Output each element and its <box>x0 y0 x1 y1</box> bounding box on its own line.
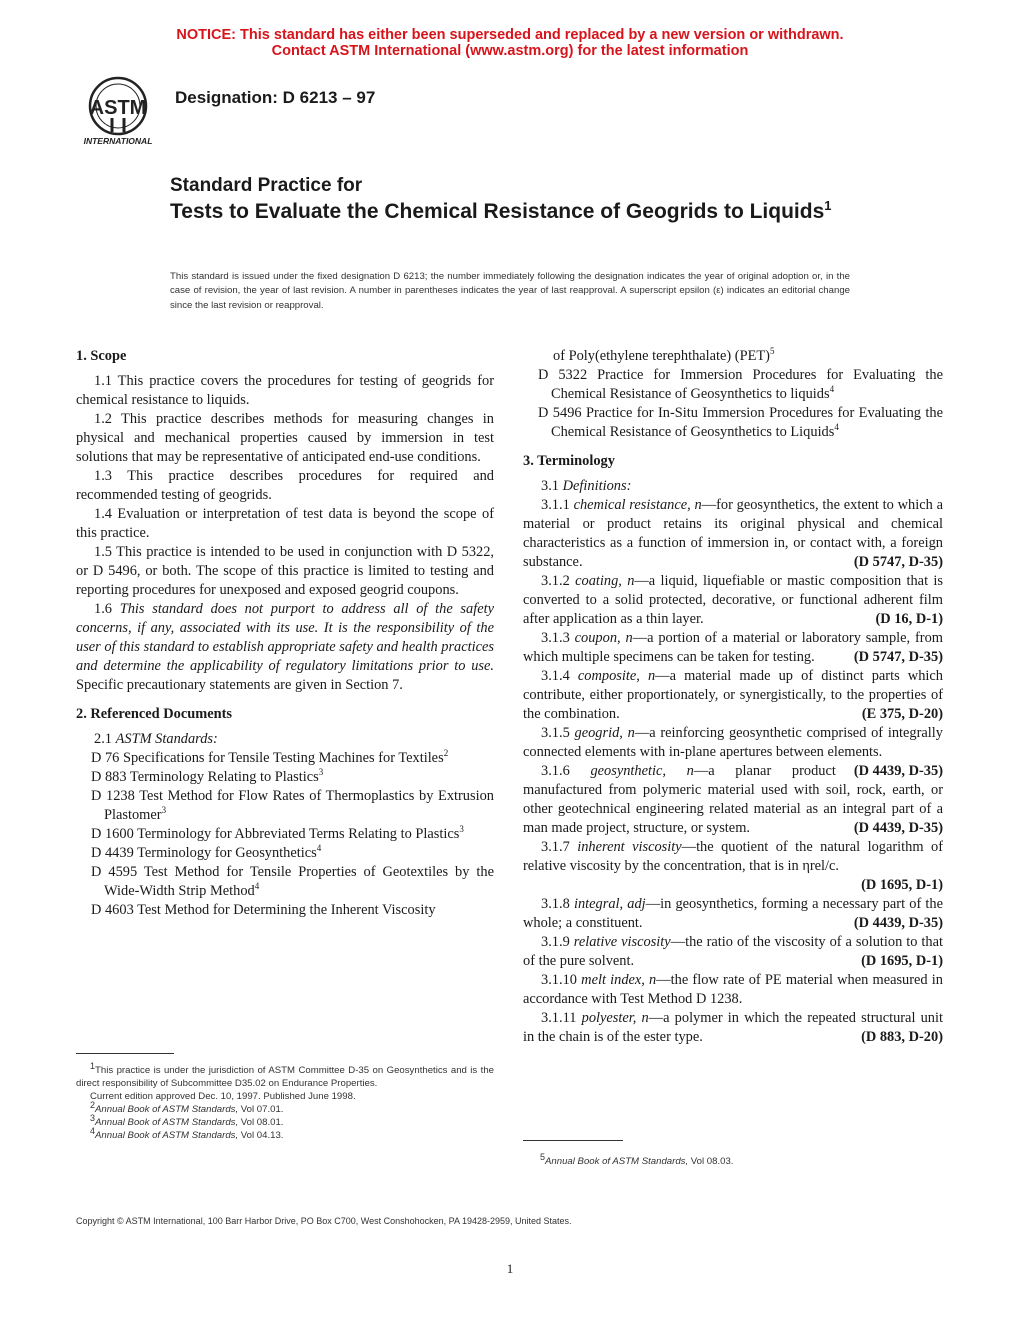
ref-item: D 5322 Practice for Immersion Procedures for Evaluating the Chemical Resistance of Geosynthetics to liquids$^4$ <box>538 367 943 402</box>
definition: 3.1.10 melt index, n—the flow rate of PE material when measured in accordance with Test Method D 1238. <box>523 972 944 1007</box>
scope-1-6-end: Specific precautionary statements are given in Section 7. <box>76 677 403 693</box>
definition: 3.1.5 geogrid, n—a reinforcing geosynthetic comprised of integrally connected elements with in-plane apertures between elements. (D 4439, D-35) <box>523 725 943 779</box>
definition: 3.1.6 geosynthetic, n—a planar product manufactured from polymeric material used with soil, rock, earth, or other geotechnical engineering related material as an integral part of a man made project, structure, or system. (D 4439, D-35) <box>523 763 943 836</box>
scope-1-3: 1.3 This practice describes procedures for required and recommended testing of geogrids. <box>76 468 494 503</box>
footnote-5: $^5$Annual Book of ASTM Standards, Vol 08.03. <box>540 1151 734 1167</box>
ref-item: D 883 Terminology Relating to Plastics$^3$ <box>91 767 324 785</box>
ref-item: D 1238 Test Method for Flow Rates of Thermoplastics by Extrusion Plastomer$^3$ <box>91 788 494 823</box>
ref-item: D 1600 Terminology for Abbreviated Terms Relating to Plastics$^3$ <box>91 824 464 842</box>
footnote-rule-left <box>76 1053 174 1054</box>
title-line-1: Standard Practice for <box>170 175 363 196</box>
definition: 3.1.3 coupon, n—a portion of a material or laboratory sample, from which multiple specimens can be taken for testing. (D 5747, D-35) <box>523 630 943 665</box>
footnote-3: $^3$Annual Book of ASTM Standards, Vol 08.01. <box>90 1112 284 1128</box>
footnote-rule-right <box>523 1140 623 1141</box>
notice-line-1: NOTICE: This standard has either been superseded and replaced by a new version or withdrawn. <box>176 27 844 43</box>
refdocs-list-right <box>538 366 943 442</box>
page-number: 1 <box>506 1261 514 1276</box>
scope-1-6 <box>76 600 494 695</box>
refdocs-2-1-label: ASTM Standards: <box>115 731 218 747</box>
logo-sub: INTERNATIONAL <box>83 136 153 146</box>
title-main: Tests to Evaluate the Chemical Resistance of Geogrids to Liquids <box>170 200 825 223</box>
footnotes-left <box>76 1060 494 1142</box>
definition: 3.1.8 integral, adj—in geosynthetics, forming a necessary part of the whole; a constituent. (D 4439, D-35) <box>523 896 943 931</box>
terminology-heading: 3. Terminology <box>523 453 615 469</box>
footnote-1: $^1$This practice is under the jurisdiction of ASTM Committee D-35 on Geosynthetics and is the direct responsibility of Subcommittee D35.02 on Endurance Properties. <box>76 1060 494 1089</box>
issued-note: This standard is issued under the fixed designation D 6213; the number immediately following the designation indicates the year of original adoption or, in the case of revision, the year of last revision. A number in parentheses indicates the year of last reapproval. A superscript epsilon (ε) indicates an editorial change since the last revision or reapproval. <box>170 271 850 311</box>
definition: 3.1.2 coating, n—a liquid, liquefiable or mastic composition that is converted to a solid protected, decorative, or functional adherent film after application as a thin layer. (D 16, D-1) <box>523 573 943 627</box>
ref-item-continued: of Poly(ethylene terephthalate) (PET)$^5$ <box>553 346 775 364</box>
left-column <box>76 347 494 920</box>
scope-heading: 1. Scope <box>76 348 127 364</box>
ref-item: D 4439 Terminology for Geosynthetics$^4$ <box>91 843 322 861</box>
scope-1-6-num: 1.6 <box>94 601 112 617</box>
definition: 3.1.1 chemical resistance, n—for geosynthetics, the extent to which a material or product retains its original physical and chemical characteristics as a function of immersion in, or contact with, a foreign substance. (D 5747, D-35) <box>523 497 943 570</box>
footnote-1b: Current edition approved Dec. 10, 1997. Published June 1998. <box>90 1091 356 1102</box>
definition: 3.1.4 composite, n—a material made up of distinct parts which contribute, either proportionately, or synergistically, to the properties of the combination. (E 375, D-20) <box>523 668 943 722</box>
ref-item: D 5496 Practice for In-Situ Immersion Procedures for Evaluating the Chemical Resistance of Geosynthetics to Liquids$^4$ <box>538 405 943 440</box>
footnote-2: $^2$Annual Book of ASTM Standards, Vol 07.01. <box>90 1099 284 1115</box>
scope-1-1: 1.1 This practice covers the procedures for testing of geogrids for chemical resistance to liquids. <box>76 373 494 408</box>
refdocs-2-1 <box>76 730 494 749</box>
refdocs-2-1-num: 2.1 <box>94 731 112 747</box>
refdocs-heading: 2. Referenced Documents <box>76 706 232 722</box>
copyright: Copyright © ASTM International, 100 Barr Harbor Drive, PO Box C700, West Conshohocken, PA 19428-2959, United States. <box>76 1216 572 1226</box>
definition: 3.1.9 relative viscosity—the ratio of the viscosity of a solution to that of the pure solvent. (D 1695, D-1) <box>523 934 943 969</box>
scope-1-5: 1.5 This practice is intended to be used in conjunction with D 5322, or D 5496, or both. The scope of this practice is limited to testing and reporting procedures for unexposed and exposed geogrid coupons. <box>76 544 494 598</box>
scope-1-2: 1.2 This practice describes methods for measuring changes in physical and mechanical properties caused by immersion in test solutions that may be representative of anticipated end-use conditions. <box>76 411 494 465</box>
scope-1-6-italic: This standard does not purport to address all of the safety concerns, if any, associated with its use. It is the responsibility of the user of this standard to establish appropriate safety and health practices and determine the applicability of regulatory limitations prior to use. <box>76 601 494 674</box>
ref-item: D 4595 Test Method for Tensile Properties of Geotextiles by the Wide-Width Strip Method$^4$ <box>91 864 494 899</box>
definition: 3.1.7 inherent viscosity—the quotient of the natural logarithm of relative viscosity by the concentration, that is in ηrel/c. (D 1695, D-1) <box>523 839 943 893</box>
notice-line-2: Contact ASTM International (www.astm.org) for the latest information <box>271 43 749 59</box>
scope-1-4: 1.4 Evaluation or interpretation of test data is beyond the scope of this practice. <box>76 506 494 541</box>
title-footnote-mark: 1 <box>824 198 832 213</box>
terminology-3-1: 3.1 Definitions: <box>541 478 632 494</box>
logo-letters: ASTM <box>89 97 147 119</box>
astm-logo-icon <box>76 72 160 148</box>
definition: 3.1.11 polyester, n—a polymer in which the repeated structural unit in the chain is of the ester type. (D 883, D-20) <box>523 1010 943 1045</box>
designation: Designation: D 6213 – 97 <box>175 88 376 107</box>
footnote-4: $^4$Annual Book of ASTM Standards, Vol 04.13. <box>90 1125 284 1141</box>
ref-item: D 4603 Test Method for Determining the Inherent Viscosity <box>91 902 436 918</box>
right-column <box>523 347 943 1047</box>
refdocs-list-left <box>91 749 494 920</box>
ref-item: D 76 Specifications for Tensile Testing Machines for Textiles$^2$ <box>91 748 449 766</box>
title-line-2 <box>170 199 870 224</box>
